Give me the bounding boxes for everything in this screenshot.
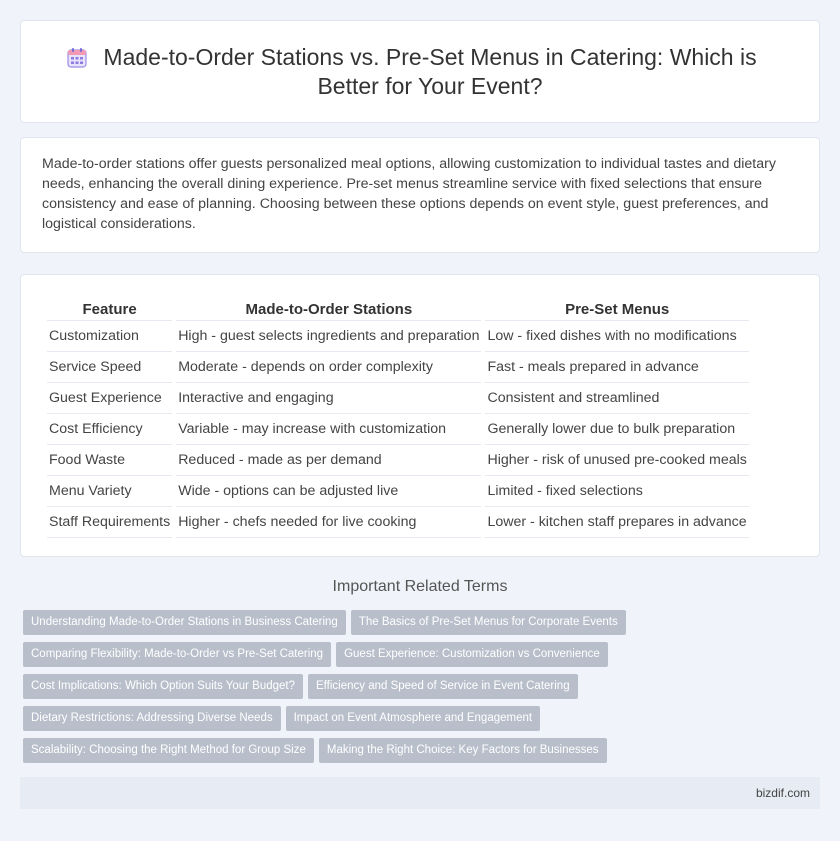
table-header-row xyxy=(47,295,749,321)
tag-row xyxy=(23,642,823,674)
table-cell: Lower - kitchen staff prepares in advance xyxy=(485,507,748,538)
related-term-link[interactable]: Understanding Made-to-Order Stations in Business Catering xyxy=(23,610,346,635)
table-row xyxy=(47,321,749,352)
table-cell: Limited - fixed selections xyxy=(485,476,748,507)
related-term-link[interactable]: Dietary Restrictions: Addressing Diverse Needs xyxy=(23,706,281,731)
page-title: Made-to-Order Stations vs. Pre-Set Menus in Catering: Which is Better for Your Event? xyxy=(103,44,757,99)
related-terms-title: Important Related Terms xyxy=(332,578,508,595)
table-cell: Higher - chefs needed for live cooking xyxy=(176,507,481,538)
table-cell: Cost Efficiency xyxy=(47,414,172,445)
table-cell: Food Waste xyxy=(47,445,172,476)
table-row xyxy=(47,445,749,476)
table-cell: Staff Requirements xyxy=(47,507,172,538)
column-header-pre-set: Pre-Set Menus xyxy=(485,295,748,321)
table-cell: Consistent and streamlined xyxy=(485,383,748,414)
comparison-card xyxy=(20,274,820,557)
footer xyxy=(20,777,820,809)
table-cell: Higher - risk of unused pre-cooked meals xyxy=(485,445,748,476)
related-term-link[interactable]: Making the Right Choice: Key Factors for Businesses xyxy=(319,738,607,763)
related-term-link[interactable]: Efficiency and Speed of Service in Event Catering xyxy=(308,674,578,699)
intro-text: Made-to-order stations offer guests personalized meal options, allowing customization to individual tastes and dietary needs, enhancing the overall dining experience. Pre-set menus streamline service with fixed selections that ensure consistency and ease of planning. Choosing between these options depends on event style, guest preferences, and logistical considerations. xyxy=(42,156,776,232)
table-cell: Interactive and engaging xyxy=(176,383,481,414)
table-cell: Fast - meals prepared in advance xyxy=(485,352,748,383)
related-term-link[interactable]: Comparing Flexibility: Made-to-Order vs Pre-Set Catering xyxy=(23,642,331,667)
table-cell: Generally lower due to bulk preparation xyxy=(485,414,748,445)
table-row xyxy=(47,507,749,538)
column-header-feature: Feature xyxy=(47,295,172,321)
related-term-link[interactable]: Cost Implications: Which Option Suits Your Budget? xyxy=(23,674,303,699)
related-term-link[interactable]: Impact on Event Atmosphere and Engagement xyxy=(286,706,540,731)
table-row xyxy=(47,476,749,507)
column-header-made-to-order: Made-to-Order Stations xyxy=(176,295,481,321)
tag-row xyxy=(23,738,823,770)
table-cell: Customization xyxy=(47,321,172,352)
table-cell: Reduced - made as per demand xyxy=(176,445,481,476)
tag-row xyxy=(23,610,823,642)
table-row xyxy=(47,352,749,383)
header-card xyxy=(20,20,820,123)
related-terms-list xyxy=(23,610,823,770)
table-cell: Service Speed xyxy=(47,352,172,383)
table-cell: Wide - options can be adjusted live xyxy=(176,476,481,507)
table-cell: Guest Experience xyxy=(47,383,172,414)
table-cell: High - guest selects ingredients and preparation xyxy=(176,321,481,352)
related-term-link[interactable]: Guest Experience: Customization vs Convenience xyxy=(336,642,608,667)
tag-row xyxy=(23,674,823,706)
table-cell: Menu Variety xyxy=(47,476,172,507)
related-term-link[interactable]: The Basics of Pre-Set Menus for Corporate Events xyxy=(351,610,626,635)
comparison-table xyxy=(43,295,753,538)
footer-site-link[interactable]: bizdif.com xyxy=(755,786,810,800)
related-term-link[interactable]: Scalability: Choosing the Right Method for Group Size xyxy=(23,738,314,763)
table-cell: Moderate - depends on order complexity xyxy=(176,352,481,383)
intro-card xyxy=(20,137,820,253)
table-cell: Low - fixed dishes with no modifications xyxy=(485,321,748,352)
table-row xyxy=(47,414,749,445)
table-row xyxy=(47,383,749,414)
table-cell: Variable - may increase with customization xyxy=(176,414,481,445)
tag-row xyxy=(23,706,823,738)
